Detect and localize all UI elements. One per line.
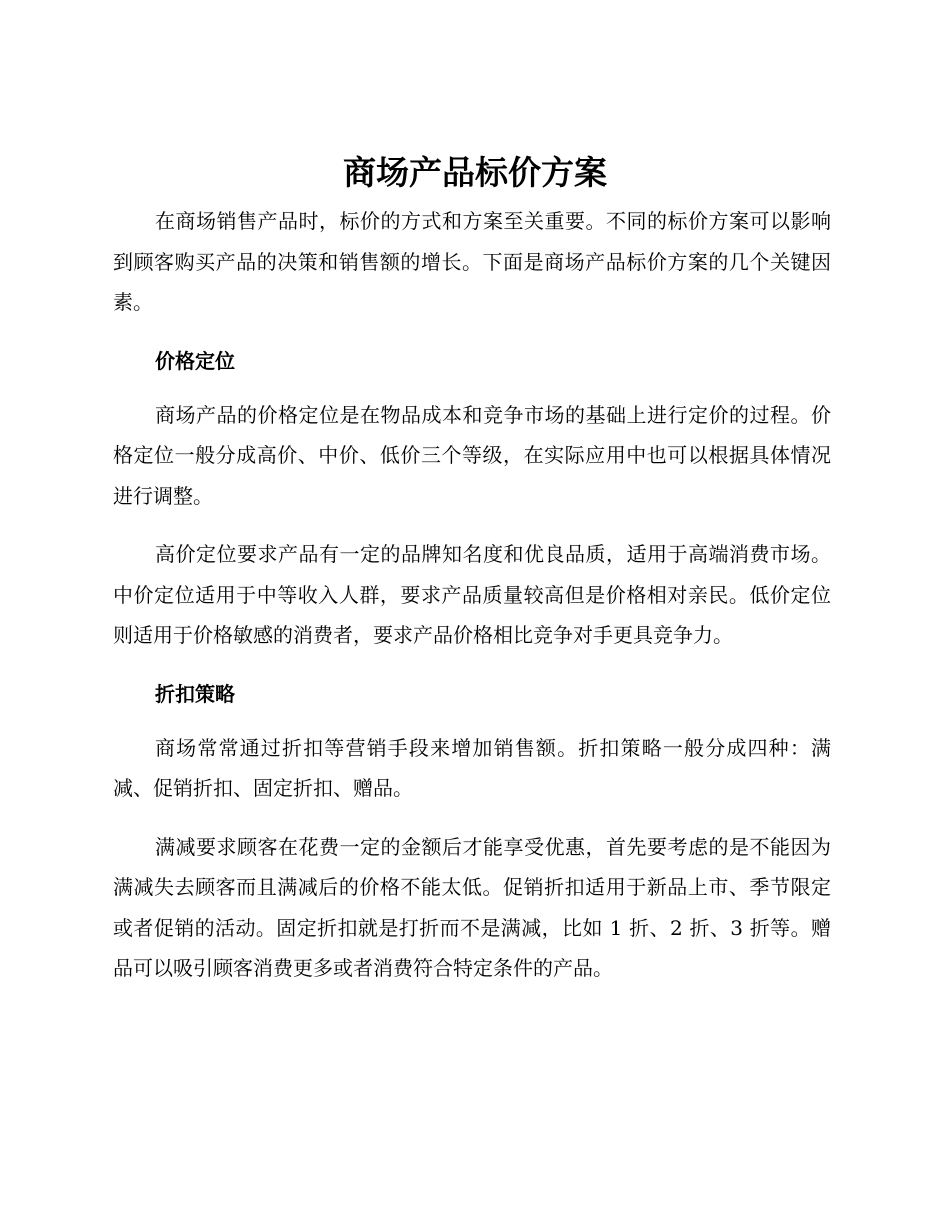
section-paragraph: 高价定位要求产品有一定的品牌知名度和优良品质，适用于高端消费市场。中价定位适用于中等收入人群，要求产品质量较高但是价格相对亲民。低价定位则适用于价格敏感的消费者，要求产品价格相比竞争对手更具竞争力。 <box>113 542 831 647</box>
document-body <box>113 201 831 989</box>
section-paragraph: 商场常常通过折扣等营销手段来增加销售额。折扣策略一般分成四种：满减、促销折扣、固定折扣、赠品。 <box>113 735 831 800</box>
section-heading-discount-strategy: 折扣策略 <box>155 681 235 706</box>
intro-paragraph: 在商场销售产品时，标价的方式和方案至关重要。不同的标价方案可以影响到顾客购买产品的决策和销售额的增长。下面是商场产品标价方案的几个关键因素。 <box>113 209 831 314</box>
section-heading-price-positioning: 价格定位 <box>155 348 235 373</box>
section-paragraph: 满减要求顾客在花费一定的金额后才能享受优惠，首先要考虑的是不能因为满减失去顾客而且满减后的价格不能太低。促销折扣适用于新品上市、季节限定或者促销的活动。固定折扣就是打折而不是满减，比如 1 折、2 折、3 折等。赠品可以吸引顾客消费更多或者消费符合特定条件的产品。 <box>113 834 831 980</box>
section-paragraph: 商场产品的价格定位是在物品成本和竞争市场的基础上进行定价的过程。价格定位一般分成高价、中价、低价三个等级，在实际应用中也可以根据具体情况进行调整。 <box>113 402 831 508</box>
document-title: 商场产品标价方案 <box>343 153 607 192</box>
